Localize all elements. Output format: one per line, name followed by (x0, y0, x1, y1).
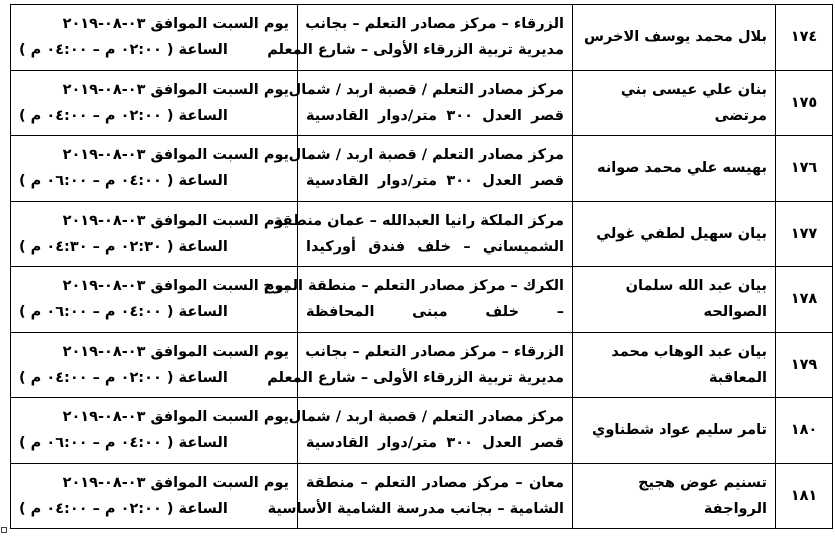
location-line-2: مديرية تربية الزرقاء الأولى – شارع المعلم (267, 42, 564, 59)
exam-location (288, 70, 573, 136)
exam-location (267, 463, 573, 529)
table-body (11, 5, 833, 529)
location-line-2: الشميساني – خلف فندق أوركيدا (306, 238, 564, 255)
row-number: ١٧٧ (776, 201, 833, 267)
row-number: ١٨١ (776, 463, 833, 529)
candidate-name: بلال محمد يوسف الاخرس (573, 5, 776, 71)
location-line-2: – خلف مبنى المحافظة (306, 304, 564, 321)
candidate-name: تامر سليم عواد شطناوي (573, 398, 776, 464)
location-line-2: مديرية تربية الزرقاء الأولى – شارع المعلم (267, 369, 564, 386)
table-row (11, 5, 833, 71)
exam-time: الساعة ( ٠٤:٠٠ م – ٠٦:٠٠ م ) (19, 173, 228, 190)
exam-datetime (11, 201, 298, 267)
table-row (11, 267, 833, 333)
exam-location (288, 136, 573, 202)
row-number: ١٧٥ (776, 70, 833, 136)
row-number: ١٧٦ (776, 136, 833, 202)
exam-time: الساعة ( ٠٢:٣٠ م – ٠٤:٣٠ م ) (19, 238, 228, 255)
location-line-1: الزرقاء – مركز مصادر التعلم – بجانب (305, 343, 564, 360)
exam-datetime (11, 398, 298, 464)
candidate-name: بيان عبد الوهاب محمد المعاقبة (573, 332, 776, 398)
exam-location (263, 267, 573, 333)
candidate-name: بيان عبد الله سلمان الصوالحه (573, 267, 776, 333)
location-line-2: قصر العدل ٣٠٠ متر/دوار القادسية (306, 173, 564, 190)
row-number: ١٧٩ (776, 332, 833, 398)
candidate-name: بيان سهيل لطفي غولي (573, 201, 776, 267)
exam-time: الساعة ( ٠٢:٠٠ م – ٠٤:٠٠ م ) (19, 42, 228, 59)
exam-datetime (11, 5, 298, 71)
exam-date: يوم السبت الموافق ٠٣-٠٨-٢٠١٩ (62, 409, 289, 426)
row-number: ١٧٤ (776, 5, 833, 71)
table-row (11, 70, 833, 136)
exam-time: الساعة ( ٠٢:٠٠ م – ٠٤:٠٠ م ) (19, 369, 228, 386)
exam-location (267, 5, 573, 71)
location-line-1: مركز مصادر التعلم / قصبة اربد / شمال (288, 409, 564, 426)
exam-date: يوم السبت الموافق ٠٣-٠٨-٢٠١٩ (62, 16, 289, 33)
exam-date: يوم السبت الموافق ٠٣-٠٨-٢٠١٩ (62, 81, 289, 98)
exam-datetime (11, 136, 298, 202)
row-number: ١٧٨ (776, 267, 833, 333)
location-line-1: الزرقاء – مركز مصادر التعلم – بجانب (305, 16, 564, 33)
location-line-2: قصر العدل ٣٠٠ متر/دوار القادسية (306, 435, 564, 452)
exam-date: يوم السبت الموافق ٠٣-٠٨-٢٠١٩ (62, 212, 289, 229)
table-row (11, 398, 833, 464)
candidate-name: بنان علي عيسى بني مرتضى (573, 70, 776, 136)
location-line-1: الكرك – مركز مصادر التعلم – منطقة المرج (263, 278, 564, 295)
exam-location (267, 332, 573, 398)
page-corner-mark (1, 527, 7, 533)
location-line-2: قصر العدل ٣٠٠ متر/دوار القادسية (306, 107, 564, 124)
location-line-1: مركز الملكة رانيا العبدالله – عمان منطقة (273, 212, 564, 229)
exam-datetime (11, 332, 298, 398)
exam-time: الساعة ( ٠٤:٠٠ م – ٠٦:٠٠ م ) (19, 435, 228, 452)
exam-time: الساعة ( ٠٢:٠٠ م – ٠٤:٠٠ م ) (19, 500, 228, 517)
exam-date: يوم السبت الموافق ٠٣-٠٨-٢٠١٩ (62, 147, 289, 164)
table-row (11, 201, 833, 267)
exam-datetime (11, 463, 298, 529)
candidate-name: تسنيم عوض هجيج الرواجفة (573, 463, 776, 529)
table-row (11, 463, 833, 529)
exam-datetime (11, 267, 298, 333)
table-row (11, 332, 833, 398)
exam-time: الساعة ( ٠٤:٠٠ م – ٠٦:٠٠ م ) (19, 304, 228, 321)
exam-date: يوم السبت الموافق ٠٣-٠٨-٢٠١٩ (62, 278, 289, 295)
location-line-1: مركز مصادر التعلم / قصبة اربد / شمال (288, 81, 564, 98)
exam-date: يوم السبت الموافق ٠٣-٠٨-٢٠١٩ (62, 343, 289, 360)
exam-schedule-table (10, 4, 833, 529)
location-line-1: معان – مركز مصادر التعلم – منطقة (306, 474, 564, 491)
exam-date: يوم السبت الموافق ٠٣-٠٨-٢٠١٩ (62, 474, 289, 491)
candidate-name: بهيسه علي محمد صوانه (573, 136, 776, 202)
exam-time: الساعة ( ٠٢:٠٠ م – ٠٤:٠٠ م ) (19, 107, 228, 124)
exam-datetime (11, 70, 298, 136)
table-row (11, 136, 833, 202)
row-number: ١٨٠ (776, 398, 833, 464)
exam-location (273, 201, 573, 267)
exam-location (288, 398, 573, 464)
location-line-1: مركز مصادر التعلم / قصبة اربد / شمال (288, 147, 564, 164)
location-line-2: الشامية – بجانب مدرسة الشامية الأساسية (267, 500, 564, 517)
